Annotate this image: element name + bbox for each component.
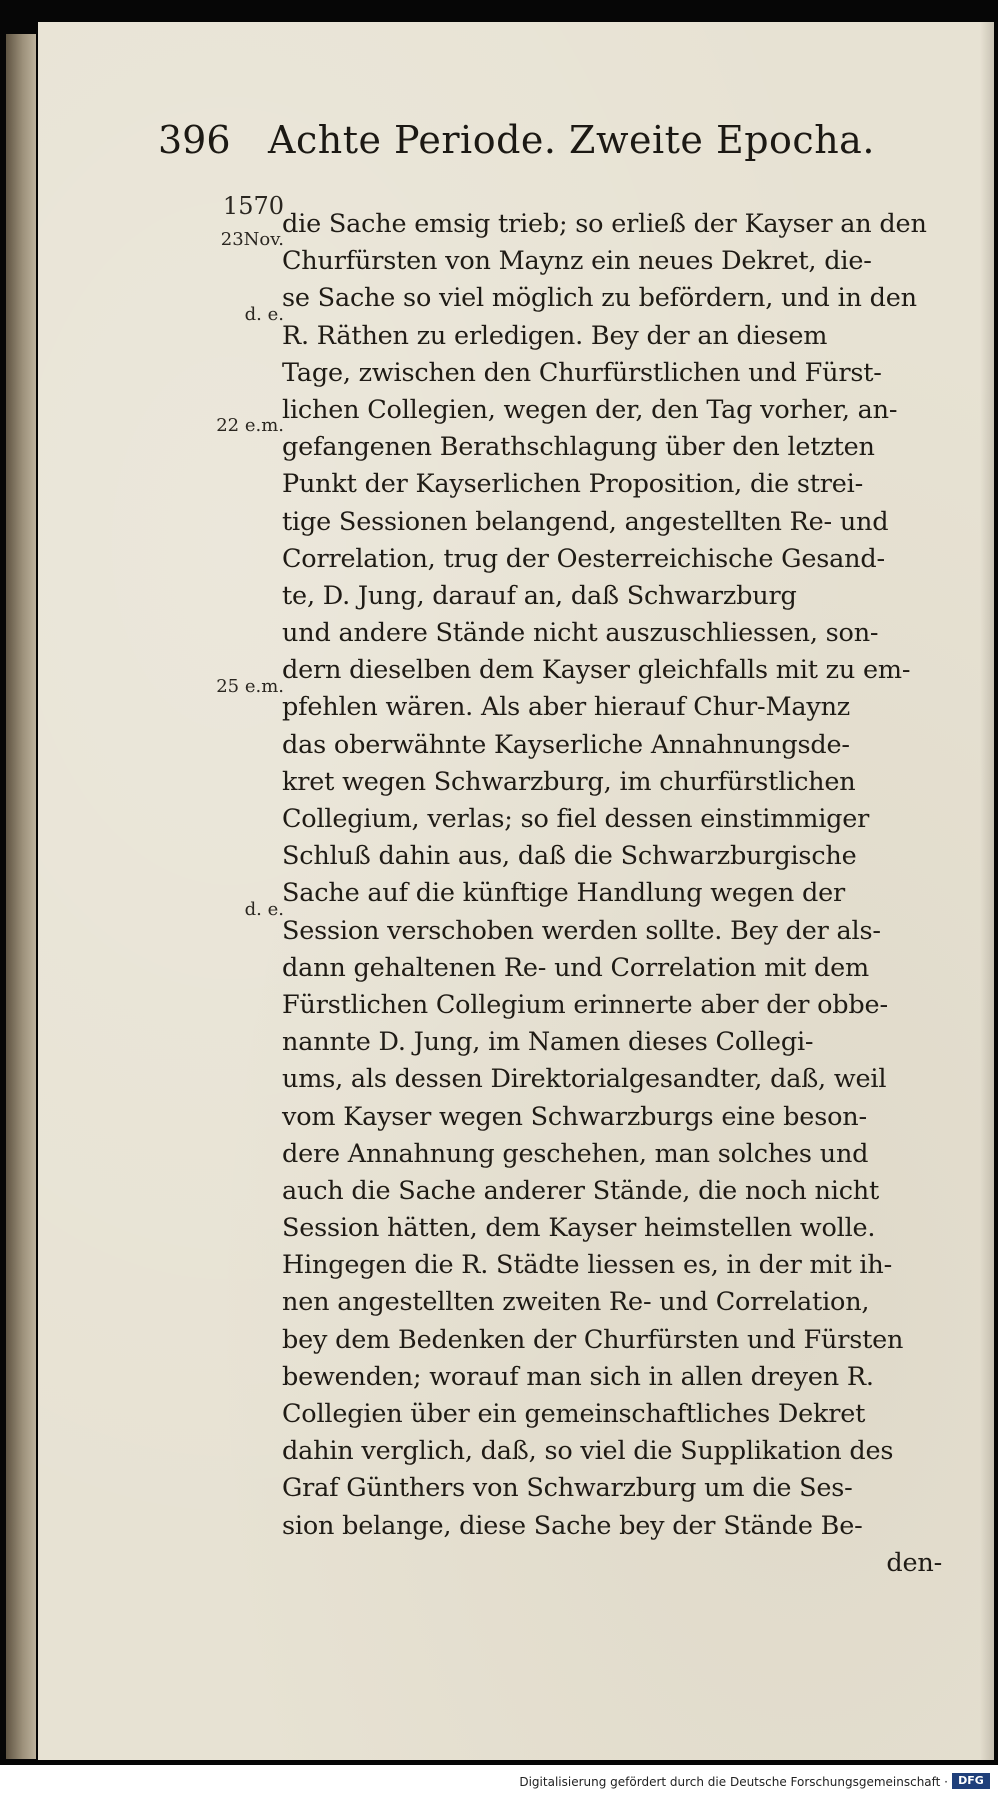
text-line: dere Annahnung geschehen, man solches und — [282, 1138, 869, 1169]
text-line: sion belange, diese Sache bey der Stände Be- — [282, 1510, 863, 1541]
body-text — [282, 206, 942, 1582]
text-line: Punkt der Kayserlichen Proposition, die strei- — [282, 469, 864, 500]
margin-note: 1570 — [222, 192, 284, 220]
margin-note: 25 e.m. — [216, 675, 284, 697]
text-line: tige Sessionen belangend, angestellten Re- und — [282, 506, 889, 537]
text-line: die Sache emsig trieb; so erließ der Kayser an den — [282, 209, 927, 239]
text-line: Collegium, verlas; so fiel dessen einstimmiger — [282, 804, 870, 834]
text-line: Correlation, trug der Oesterreichische Gesand- — [282, 543, 885, 574]
book-page — [38, 22, 994, 1760]
text-line: dern dieselben dem Kayser gleichfalls mit zu em- — [282, 655, 911, 686]
text-line: dahin verglich, daß, so viel die Supplikation des — [282, 1436, 894, 1467]
text-line: se Sache so viel möglich zu befördern, und in den — [282, 283, 917, 314]
text-line: Hingegen die R. Städte liessen es, in der mit ih- — [282, 1250, 893, 1281]
text-line: bey dem Bedenken der Churfürsten und Fürsten — [282, 1324, 904, 1355]
text-line: kret wegen Schwarzburg, im churfürstlichen — [282, 766, 856, 797]
text-line: Schluß dahin aus, daß die Schwarzburgische — [282, 841, 857, 872]
text-line: nannte D. Jung, im Namen dieses Collegi- — [282, 1027, 814, 1058]
text-line: Sache auf die künftige Handlung wegen der — [282, 878, 845, 909]
dfg-logo: DFG — [952, 1773, 990, 1789]
text-line: Tage, zwischen den Churfürstlichen und Fürst- — [282, 357, 882, 388]
text-line: und andere Stände nicht auszuschliessen, son- — [282, 618, 879, 649]
text-line: Session verschoben werden sollte. Bey der als- — [282, 915, 881, 946]
text-line: R. Räthen zu erledigen. Bey der an diesem — [282, 320, 828, 351]
text-line: den- — [886, 1547, 942, 1578]
text-line: ums, als dessen Direktorialgesandter, daß, weil — [282, 1064, 887, 1095]
margin-note: 22 e.m. — [216, 415, 284, 437]
text-line: Fürstlichen Collegium erinnerte aber der obbe- — [282, 989, 888, 1020]
text-line: Graf Günthers von Schwarzburg um die Ses- — [282, 1473, 853, 1504]
page-number: 396 — [158, 118, 231, 162]
running-title: Achte Periode. Zweite Epocha. — [268, 118, 875, 162]
margin-note: d. e. — [244, 303, 284, 325]
text-line: pfehlen wären. Als aber hierauf Chur-Maynz — [282, 692, 851, 723]
text-line: Session hätten, dem Kayser heimstellen wolle. — [282, 1213, 876, 1244]
digitization-credit: Digitalisierung gefördert durch die Deutsche Forschungsgemeinschaft · — [519, 1775, 948, 1789]
page-header — [158, 118, 878, 178]
margin-note: 23Nov. — [220, 229, 284, 251]
text-line: lichen Collegien, wegen der, den Tag vorher, an- — [282, 394, 898, 425]
text-line: das oberwähnte Kayserliche Annahnungsde- — [282, 729, 850, 760]
text-line: vom Kayser wegen Schwarzburgs eine beson- — [282, 1101, 867, 1132]
text-line: te, D. Jung, darauf an, daß Schwarzburg — [282, 580, 797, 611]
text-line: bewenden; worauf man sich in allen dreyen R. — [282, 1361, 874, 1392]
text-line: gefangenen Berathschlagung über den letzten — [282, 432, 875, 463]
text-line: dann gehaltenen Re- und Correlation mit dem — [282, 952, 870, 983]
text-line: Churfürsten von Maynz ein neues Dekret, die- — [282, 246, 872, 277]
text-line: auch die Sache anderer Stände, die noch nicht — [282, 1175, 880, 1206]
text-line: nen angestellten zweiten Re- und Correlation, — [282, 1287, 870, 1318]
margin-note: d. e. — [244, 898, 284, 920]
text-line: Collegien über ein gemeinschaftliches Dekret — [282, 1399, 866, 1429]
